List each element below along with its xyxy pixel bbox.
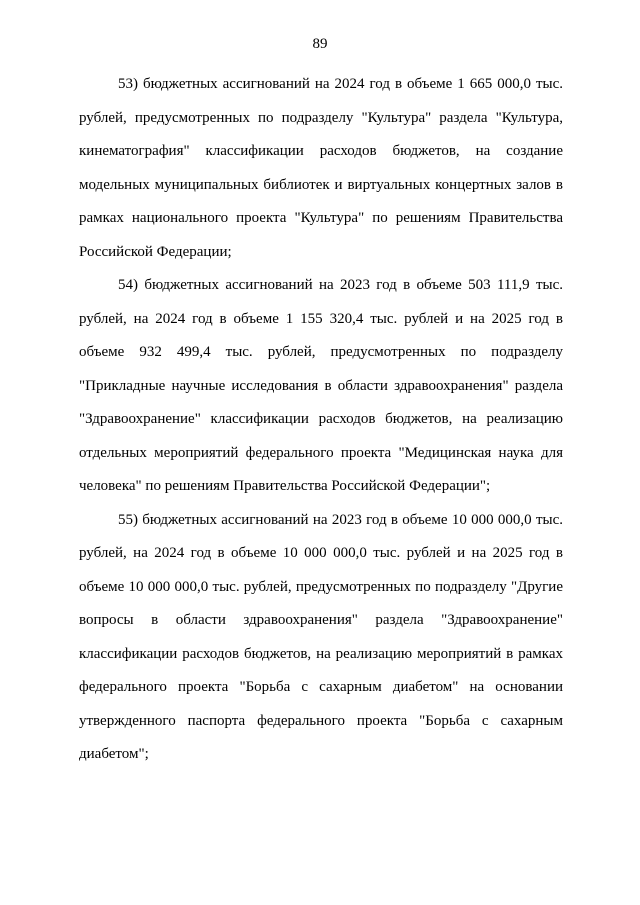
paragraph-53-line: рамках национального проекта "Культура" по решениям Правительства [79, 210, 563, 226]
paragraph-55-line: вопросы в области здравоохранения" раздела "Здравоохранение" [79, 612, 563, 628]
paragraph-54-line: "Прикладные научные исследования в области здравоохранения" раздела [79, 377, 563, 394]
paragraph-55-line: рублей, на 2024 год в объеме 10 000 000,0 тыс. рублей и на 2025 год в [79, 545, 563, 561]
paragraph-54-line: человека" по решениям Правительства Российской Федерации"; [79, 478, 491, 494]
paragraph-55-line: федерального проекта "Борьба с сахарным диабетом" на основании [79, 679, 563, 695]
paragraph-55-line: классификации расходов бюджетов, на реализацию мероприятий в рамках [79, 645, 563, 662]
paragraph-55-line: диабетом"; [79, 746, 149, 762]
paragraph-53-line: Российской Федерации; [79, 243, 232, 260]
paragraph-54-line: "Здравоохранение" классификации расходов бюджетов, на реализацию [79, 411, 563, 427]
paragraph-55-line: объеме 10 000 000,0 тыс. рублей, предусмотренных по подразделу "Другие [79, 578, 563, 595]
paragraph-53-line: рублей, предусмотренных по подразделу "Культура" раздела "Культура, [79, 109, 563, 126]
paragraph-54-line: отдельных мероприятий федерального проекта "Медицинская наука для [79, 444, 563, 461]
paragraph-54-line: объеме 932 499,4 тыс. рублей, предусмотренных по подразделу [79, 344, 563, 360]
paragraph-54-line: 54) бюджетных ассигнований на 2023 год в объеме 503 111,9 тыс. [118, 277, 563, 293]
paragraph-53-line: кинематография" классификации расходов бюджетов, на создание [79, 143, 563, 159]
paragraph-54-line: рублей, на 2024 год в объеме 1 155 320,4 тыс. рублей и на 2025 год в [79, 310, 563, 327]
paragraph-53-line: 53) бюджетных ассигнований на 2024 год в объеме 1 665 000,0 тыс. [118, 76, 563, 92]
paragraph-55-line: 55) бюджетных ассигнований на 2023 год в объеме 10 000 000,0 тыс. [118, 511, 563, 528]
paragraph-55-line: утвержденного паспорта федерального проекта "Борьба с сахарным [79, 712, 563, 729]
paragraph-53-line: модельных муниципальных библиотек и виртуальных концертных залов в [79, 176, 563, 193]
page-number: 89 [312, 36, 328, 52]
document-body [79, 68, 563, 772]
